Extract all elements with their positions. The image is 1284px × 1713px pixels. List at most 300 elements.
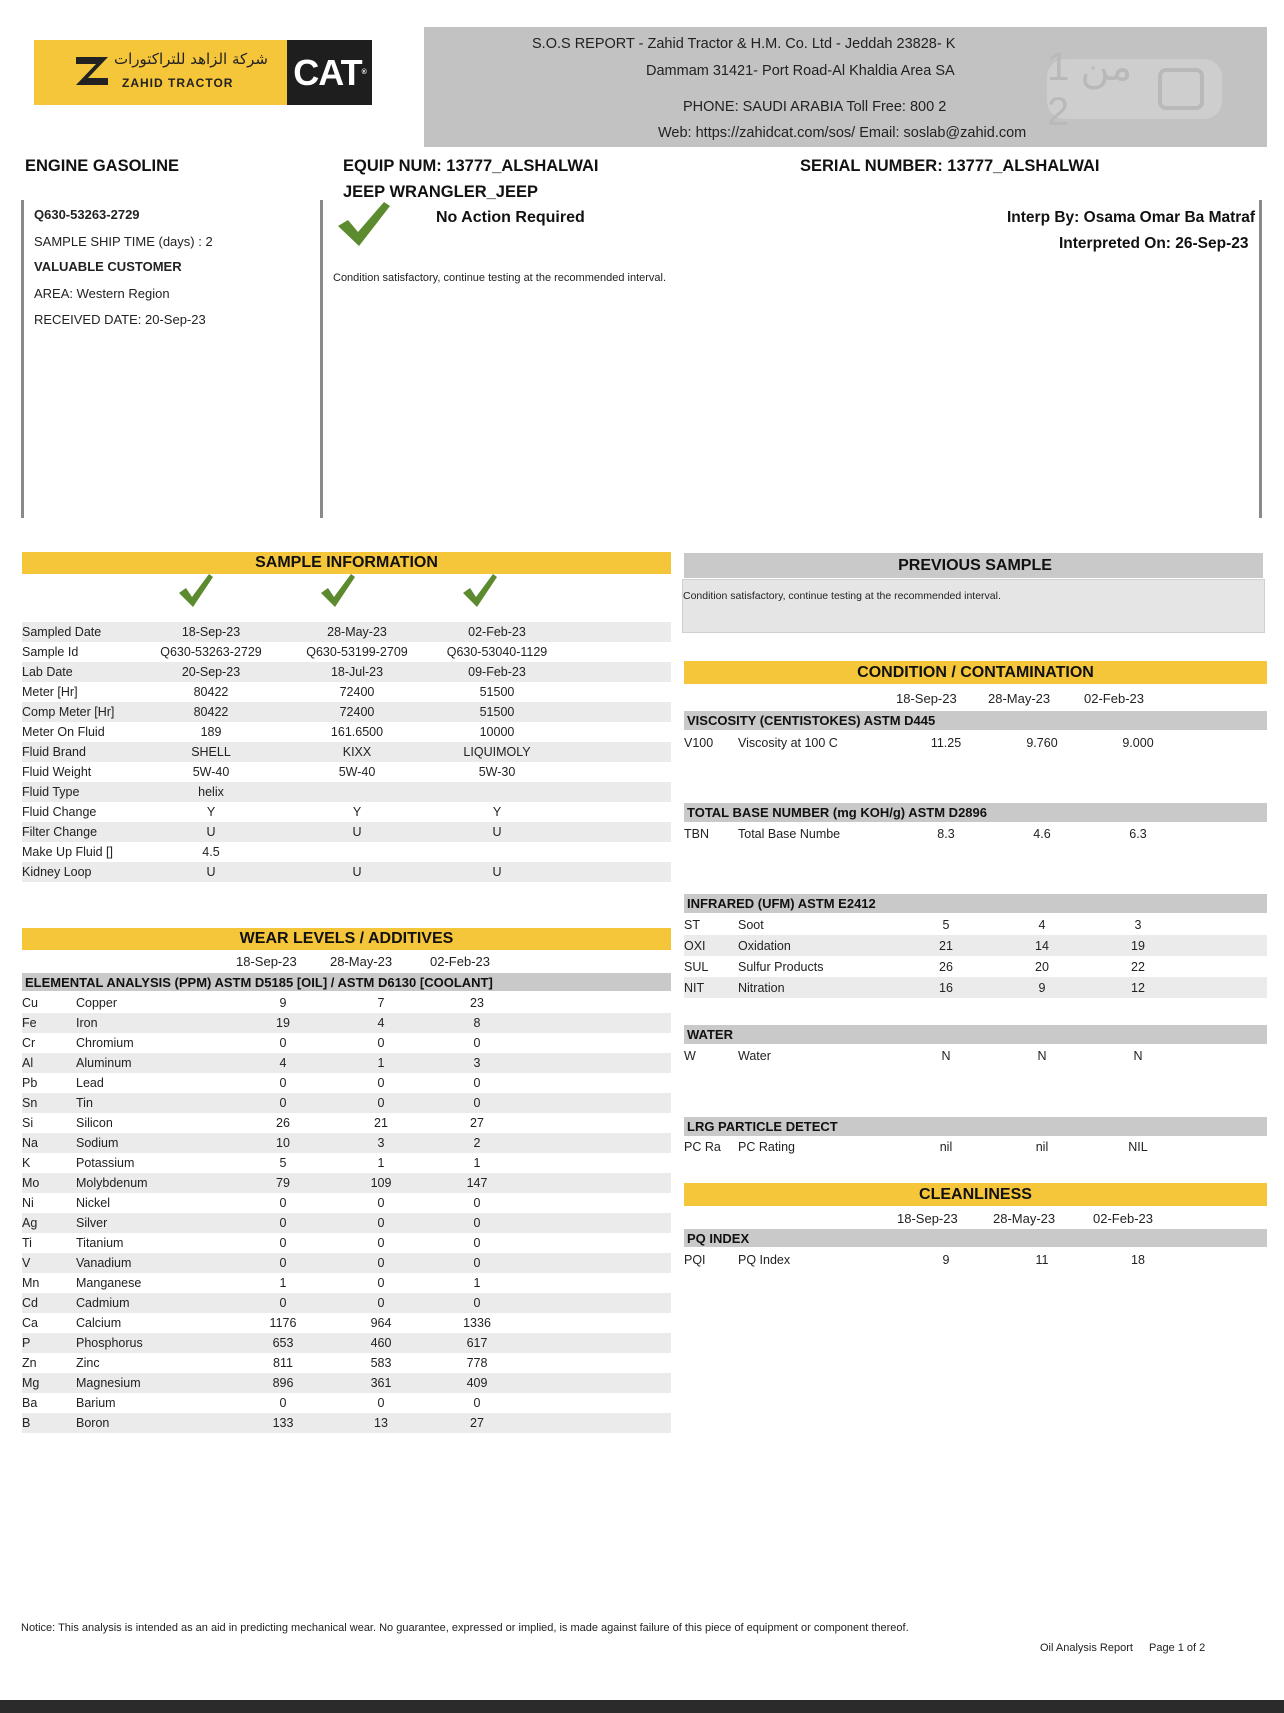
table-row: [684, 732, 1267, 753]
element-name: Manganese: [76, 1276, 142, 1290]
interpretation-comment: Condition satisfactory, continue testing at the recommended interval.: [333, 272, 667, 284]
table-row: [22, 782, 671, 802]
infrared-table: [684, 914, 1267, 998]
sample-value-1: 80422: [135, 702, 287, 722]
row-padding: [567, 682, 671, 702]
element-value-2: 0: [377, 1076, 385, 1090]
check-icon: [178, 573, 214, 609]
sample-value-1: SHELL: [135, 742, 287, 762]
row-padding: [1186, 1136, 1267, 1157]
row-label: Filter Change: [22, 822, 135, 842]
sample-value-3: 51500: [427, 702, 567, 722]
action-status: No Action Required: [436, 209, 585, 226]
wear-date-3: 02-Feb-23: [430, 954, 490, 969]
row-padding: [530, 993, 671, 1013]
table-row: [22, 1293, 671, 1313]
test-value-3: 6.3: [1129, 826, 1147, 841]
table-row: [22, 1173, 671, 1193]
element-name: Cadmium: [76, 1293, 228, 1313]
table-row: [22, 1013, 671, 1033]
row-padding: [1186, 1249, 1267, 1270]
row-padding: [1186, 823, 1267, 844]
element-symbol: V: [22, 1253, 76, 1273]
sample-value-2: 161.6500: [330, 725, 384, 739]
row-padding: [567, 702, 671, 722]
element-symbol: B: [22, 1413, 76, 1433]
row-padding: [567, 762, 671, 782]
element-symbol: Sn: [22, 1093, 76, 1113]
page-number: Page 1 of 2: [1149, 1642, 1206, 1654]
header-line-3: PHONE: SAUDI ARABIA Toll Free: 800 2: [683, 99, 947, 115]
element-value-2: 0: [338, 1253, 424, 1273]
element-value-3: 0: [424, 1213, 530, 1233]
test-name: Water: [738, 1048, 771, 1063]
table-row: [22, 1253, 671, 1273]
zahid-z-icon: [74, 54, 110, 88]
row-label: Make Up Fluid []: [22, 845, 114, 859]
element-value-3: 0: [424, 1293, 530, 1313]
row-label: Lab Date: [22, 662, 135, 682]
test-value-2: 20: [1035, 959, 1049, 974]
element-value-2: 0: [377, 1276, 385, 1290]
viscosity-table: [684, 732, 1267, 753]
test-code: OXI: [684, 935, 738, 956]
row-padding: [530, 1413, 671, 1433]
row-padding: [530, 1013, 671, 1033]
sample-value-3: U: [427, 862, 567, 882]
test-value-3: 18: [1131, 1252, 1145, 1267]
row-padding: [530, 1093, 671, 1113]
cat-logo: [287, 40, 372, 105]
element-value-2: 964: [370, 1316, 392, 1330]
element-value-1: 1176: [269, 1316, 297, 1330]
element-value-2: 0: [377, 1036, 385, 1050]
element-value-2: 0: [377, 1236, 385, 1250]
customer-name: VALUABLE CUSTOMER: [34, 259, 182, 274]
element-name: Zinc: [76, 1356, 100, 1370]
row-padding: [530, 1333, 671, 1353]
table-row: [22, 822, 671, 842]
element-value-2: 0: [377, 1196, 385, 1210]
page-icon: [1158, 68, 1204, 110]
element-value-3: 3: [424, 1053, 530, 1073]
serial-number: SERIAL NUMBER: 13777_ALSHALWAI: [800, 157, 1100, 175]
test-value-1: nil: [939, 1139, 953, 1154]
table-row: [22, 1393, 671, 1413]
element-value-1: 9: [279, 996, 287, 1010]
element-value-3: 23: [470, 996, 484, 1010]
table-row: [22, 722, 671, 742]
element-value-3: 0: [424, 1253, 530, 1273]
row-padding: [567, 862, 671, 882]
disclaimer-notice: Notice: This analysis is intended as an aid in predicting mechanical wear. No guarantee, expressed or implied, is made against failure of this piece of equipment or component thereof.: [21, 1622, 909, 1634]
element-value-3: 1: [473, 1156, 481, 1170]
received-date: RECEIVED DATE: 20-Sep-23: [34, 312, 206, 327]
report-header: [424, 27, 1267, 147]
sample-value-3: Q630-53040-1129: [446, 645, 548, 659]
element-value-1: 19: [228, 1013, 338, 1033]
report-type: Oil Analysis Report: [1040, 1642, 1133, 1654]
element-name: Sodium: [76, 1133, 228, 1153]
sample-value-1: U: [135, 822, 287, 842]
element-value-1: 0: [279, 1076, 287, 1090]
row-padding: [1186, 956, 1267, 977]
element-value-2: 583: [370, 1356, 392, 1370]
table-row: [22, 1153, 671, 1173]
condition-date-2: 28-May-23: [988, 691, 1051, 706]
test-value-3: 9.000: [1122, 735, 1154, 750]
wear-date-1: 18-Sep-23: [236, 954, 297, 969]
element-value-3: 1336: [463, 1316, 491, 1330]
tbn-header: TOTAL BASE NUMBER (mg KOH/g) ASTM D2896: [684, 803, 1267, 822]
element-value-1: 10: [228, 1133, 338, 1153]
element-name: Calcium: [76, 1316, 122, 1330]
condition-header: CONDITION / CONTAMINATION: [684, 661, 1267, 684]
row-padding: [530, 1113, 671, 1133]
table-row: [22, 662, 671, 682]
test-code: V100: [684, 735, 714, 750]
water-header: WATER: [684, 1025, 1267, 1044]
test-code: W: [684, 1048, 696, 1063]
company-logo: [34, 40, 372, 105]
element-value-2: 0: [338, 1213, 424, 1233]
element-symbol: Si: [22, 1116, 34, 1130]
element-name: Lead: [76, 1076, 104, 1090]
element-value-3: 27: [424, 1413, 530, 1433]
header-line-2: Dammam 31421- Port Road-Al Khaldia Area SA: [646, 63, 955, 79]
wear-date-2: 28-May-23: [330, 954, 393, 969]
test-value-1: 16: [898, 977, 994, 998]
row-padding: [1186, 977, 1267, 998]
element-name: Chromium: [76, 1036, 134, 1050]
row-padding: [530, 1393, 671, 1413]
row-padding: [530, 1033, 671, 1053]
test-name: PQ Index: [738, 1252, 791, 1267]
cleanliness-date-2: 28-May-23: [993, 1211, 1056, 1226]
element-value-2: 0: [377, 1396, 385, 1410]
test-code: TBN: [684, 826, 709, 841]
test-value-1: 9: [942, 1252, 950, 1267]
sample-value-1: helix: [135, 782, 287, 802]
element-value-2: 3: [338, 1133, 424, 1153]
sample-value-1: 189: [200, 725, 222, 739]
row-padding: [567, 722, 671, 742]
area: AREA: Western Region: [34, 286, 170, 301]
element-name: Silver: [76, 1213, 228, 1233]
row-padding: [567, 662, 671, 682]
cleanliness-date-3: 02-Feb-23: [1093, 1211, 1153, 1226]
element-value-3: 0: [473, 1396, 481, 1410]
element-value-2: 1: [377, 1156, 385, 1170]
page-indicator-text: 1 من 2: [1047, 44, 1133, 134]
element-name: Aluminum: [76, 1053, 228, 1073]
element-symbol: P: [22, 1333, 76, 1353]
sample-value-2: 5W-40: [338, 765, 376, 779]
particle-table: [684, 1136, 1267, 1157]
element-symbol: Mg: [22, 1373, 76, 1393]
table-row: [684, 1136, 1267, 1157]
sample-value-3: [427, 842, 567, 862]
row-padding: [567, 782, 671, 802]
element-value-1: 0: [228, 1293, 338, 1313]
element-symbol: Na: [22, 1133, 76, 1153]
element-name: Barium: [76, 1396, 116, 1410]
row-padding: [530, 1153, 671, 1173]
sample-value-2: [287, 782, 427, 802]
element-value-3: 147: [424, 1173, 530, 1193]
cleanliness-date-1: 18-Sep-23: [897, 1211, 958, 1226]
element-value-2: 21: [374, 1116, 388, 1130]
test-value-1: 8.3: [937, 826, 955, 841]
row-label: Sample Id: [22, 645, 79, 659]
table-row: [22, 1373, 671, 1393]
check-icon: [320, 573, 356, 609]
element-value-1: 0: [279, 1236, 287, 1250]
row-padding: [530, 1293, 671, 1313]
page-indicator: [1047, 44, 1222, 134]
sample-value-2: U: [287, 822, 427, 842]
test-name: Oxidation: [738, 935, 898, 956]
pq-index-header: PQ INDEX: [684, 1229, 1267, 1247]
element-value-1: 653: [228, 1333, 338, 1353]
table-row: [22, 1053, 671, 1073]
element-value-2: 361: [338, 1373, 424, 1393]
element-symbol: Al: [22, 1053, 76, 1073]
sample-value-2: KIXX: [287, 742, 427, 762]
element-name: Boron: [76, 1413, 228, 1433]
table-row: [22, 1213, 671, 1233]
row-label: Fluid Weight: [22, 765, 92, 779]
sample-information-header: SAMPLE INFORMATION: [22, 552, 671, 574]
element-name: Copper: [76, 996, 117, 1010]
element-name: Vanadium: [76, 1253, 228, 1273]
sample-number: Q630-53263-2729: [34, 207, 140, 222]
element-value-1: 79: [228, 1173, 338, 1193]
row-label: Fluid Change: [22, 805, 97, 819]
element-name: Titanium: [76, 1236, 124, 1250]
table-row: [22, 622, 671, 642]
zahid-logo-block: [34, 40, 287, 105]
table-row: [684, 1045, 1267, 1066]
row-padding: [1186, 732, 1267, 753]
element-value-3: 617: [424, 1333, 530, 1353]
test-value-1: 26: [939, 959, 953, 974]
sample-value-3: Y: [492, 805, 502, 819]
table-row: [22, 802, 671, 822]
row-padding: [530, 1253, 671, 1273]
element-value-1: 26: [276, 1116, 290, 1130]
table-row: [22, 1113, 671, 1133]
info-divider-right: [1259, 200, 1262, 518]
element-value-3: 778: [466, 1356, 488, 1370]
test-name: Nitration: [738, 977, 898, 998]
element-name: Potassium: [76, 1156, 135, 1170]
condition-date-3: 02-Feb-23: [1084, 691, 1144, 706]
table-row: [684, 823, 1267, 844]
test-code: ST: [684, 917, 700, 932]
test-value-1: 5: [942, 917, 950, 932]
particle-header: LRG PARTICLE DETECT: [684, 1117, 1267, 1136]
element-value-3: 409: [424, 1373, 530, 1393]
test-value-2: 9: [994, 977, 1090, 998]
tbn-table: [684, 823, 1267, 844]
table-row: [22, 1353, 671, 1373]
table-row: [684, 914, 1267, 935]
compartment-title: ENGINE GASOLINE: [25, 157, 180, 175]
element-name: Tin: [76, 1093, 228, 1113]
row-padding: [530, 1073, 671, 1093]
row-label: Sampled Date: [22, 622, 135, 642]
viscosity-header: VISCOSITY (CENTISTOKES) ASTM D445: [684, 711, 1267, 730]
previous-sample-box: [682, 579, 1265, 633]
element-symbol: K: [22, 1156, 31, 1170]
sample-value-3: 09-Feb-23: [427, 662, 567, 682]
element-value-1: 0: [228, 1093, 338, 1113]
element-value-1: 4: [228, 1053, 338, 1073]
sample-value-1: 4.5: [202, 845, 220, 859]
element-value-2: 4: [338, 1013, 424, 1033]
element-value-3: 0: [424, 1093, 530, 1113]
sample-information-table: [22, 622, 671, 882]
bottom-bar: [0, 1700, 1284, 1713]
element-value-2: 13: [338, 1413, 424, 1433]
element-value-3: 2: [424, 1133, 530, 1153]
element-value-3: 0: [473, 1036, 481, 1050]
test-value-2: 4.6: [1033, 826, 1051, 841]
table-row: [22, 682, 671, 702]
element-symbol: Ti: [22, 1236, 32, 1250]
check-icon: [462, 573, 498, 609]
element-value-1: 133: [228, 1413, 338, 1433]
equip-number: EQUIP NUM: 13777_ALSHALWAI: [343, 157, 599, 175]
logo-arabic-text: شركة الزاهد للتراكتورات: [114, 50, 268, 68]
element-value-1: 0: [279, 1396, 287, 1410]
element-value-1: 896: [228, 1373, 338, 1393]
sample-value-3: [427, 782, 567, 802]
sample-value-1: 18-Sep-23: [135, 622, 287, 642]
element-name: Silicon: [76, 1116, 113, 1130]
element-value-3: 0: [473, 1196, 481, 1210]
element-value-1: 0: [279, 1196, 287, 1210]
element-value-1: 5: [279, 1156, 287, 1170]
sample-value-2: 18-Jul-23: [287, 662, 427, 682]
table-row: [22, 1413, 671, 1433]
row-padding: [1186, 935, 1267, 956]
test-value-2: 11: [1035, 1252, 1049, 1267]
row-padding: [1186, 914, 1267, 935]
sample-value-2: 72400: [287, 702, 427, 722]
element-symbol: Ni: [22, 1196, 34, 1210]
row-padding: [530, 1273, 671, 1293]
test-name: Total Base Numbe: [738, 826, 841, 841]
element-value-1: 0: [228, 1253, 338, 1273]
header-line-1: S.O.S REPORT - Zahid Tractor & H.M. Co. Ltd - Jeddah 23828- K: [532, 36, 956, 52]
element-value-1: 0: [228, 1213, 338, 1233]
element-value-3: 0: [473, 1076, 481, 1090]
sample-value-2: U: [287, 862, 427, 882]
cat-logo-text: CAT: [293, 51, 362, 93]
element-name: Iron: [76, 1013, 228, 1033]
sample-ship-time: SAMPLE SHIP TIME (days) : 2: [34, 234, 213, 249]
test-value-2: 4: [1038, 917, 1046, 932]
test-value-1: N: [941, 1048, 951, 1063]
row-padding: [567, 802, 671, 822]
element-name: Molybdenum: [76, 1173, 228, 1193]
element-value-2: 1: [338, 1053, 424, 1073]
test-name: Sulfur Products: [738, 959, 824, 974]
row-padding: [530, 1053, 671, 1073]
element-value-3: 8: [424, 1013, 530, 1033]
test-code: NIT: [684, 977, 738, 998]
table-row: [22, 1313, 671, 1333]
element-symbol: Zn: [22, 1356, 37, 1370]
cleanliness-header: CLEANLINESS: [684, 1183, 1267, 1206]
sample-value-1: Q630-53263-2729: [160, 645, 262, 659]
row-label: Meter On Fluid: [22, 725, 105, 739]
sample-value-2: 72400: [339, 685, 375, 699]
row-label: Meter [Hr]: [22, 685, 78, 699]
equipment-model: JEEP WRANGLER_JEEP: [343, 183, 539, 201]
element-value-3: 27: [470, 1116, 484, 1130]
element-symbol: Fe: [22, 1013, 76, 1033]
table-row: [22, 1333, 671, 1353]
element-value-2: 460: [338, 1333, 424, 1353]
previous-sample-comment: Condition satisfactory, continue testing at the recommended interval.: [683, 590, 1001, 602]
test-name: PC Rating: [738, 1139, 795, 1154]
row-padding: [530, 1193, 671, 1213]
row-label: Comp Meter [Hr]: [22, 702, 135, 722]
table-row: [22, 762, 671, 782]
element-name: Phosphorus: [76, 1333, 228, 1353]
test-value-2: 9.760: [1026, 735, 1058, 750]
table-row: [22, 1033, 671, 1053]
element-value-1: 811: [273, 1356, 293, 1370]
sample-value-1: Y: [206, 805, 216, 819]
test-value-3: 3: [1134, 917, 1142, 932]
cat-registered-mark: ®: [361, 69, 366, 76]
table-row: [684, 1249, 1267, 1270]
table-row: [22, 642, 671, 662]
element-name: Magnesium: [76, 1373, 228, 1393]
table-row: [22, 1093, 671, 1113]
row-padding: [567, 822, 671, 842]
table-row: [684, 977, 1267, 998]
table-row: [22, 1273, 671, 1293]
element-symbol: Pb: [22, 1076, 38, 1090]
table-row: [684, 956, 1267, 977]
test-name: Soot: [738, 917, 764, 932]
test-code: PC Ra: [684, 1139, 721, 1154]
test-name: Viscosity at 100 C: [738, 735, 838, 750]
table-row: [22, 1073, 671, 1093]
row-label: Fluid Type: [22, 782, 135, 802]
test-value-3: 19: [1090, 935, 1186, 956]
sample-value-3: U: [427, 822, 567, 842]
check-icon: [336, 200, 392, 248]
info-divider-middle: [320, 200, 323, 518]
element-value-2: 7: [377, 996, 385, 1010]
test-value-1: 21: [898, 935, 994, 956]
header-line-4: Web: https://zahidcat.com/sos/ Email: soslab@zahid.com: [658, 125, 1027, 141]
elemental-analysis-header: ELEMENTAL ANALYSIS (PPM) ASTM D5185 [OIL] / ASTM D6130 [COOLANT]: [22, 973, 671, 991]
previous-sample-header: PREVIOUS SAMPLE: [684, 553, 1263, 578]
sample-value-2: 28-May-23: [287, 622, 427, 642]
element-value-2: 0: [338, 1093, 424, 1113]
interpreted-by: Interp By: Osama Omar Ba Matraf: [1007, 209, 1256, 226]
table-row: [22, 1193, 671, 1213]
element-symbol: Cr: [22, 1036, 36, 1050]
element-symbol: Cu: [22, 996, 38, 1010]
